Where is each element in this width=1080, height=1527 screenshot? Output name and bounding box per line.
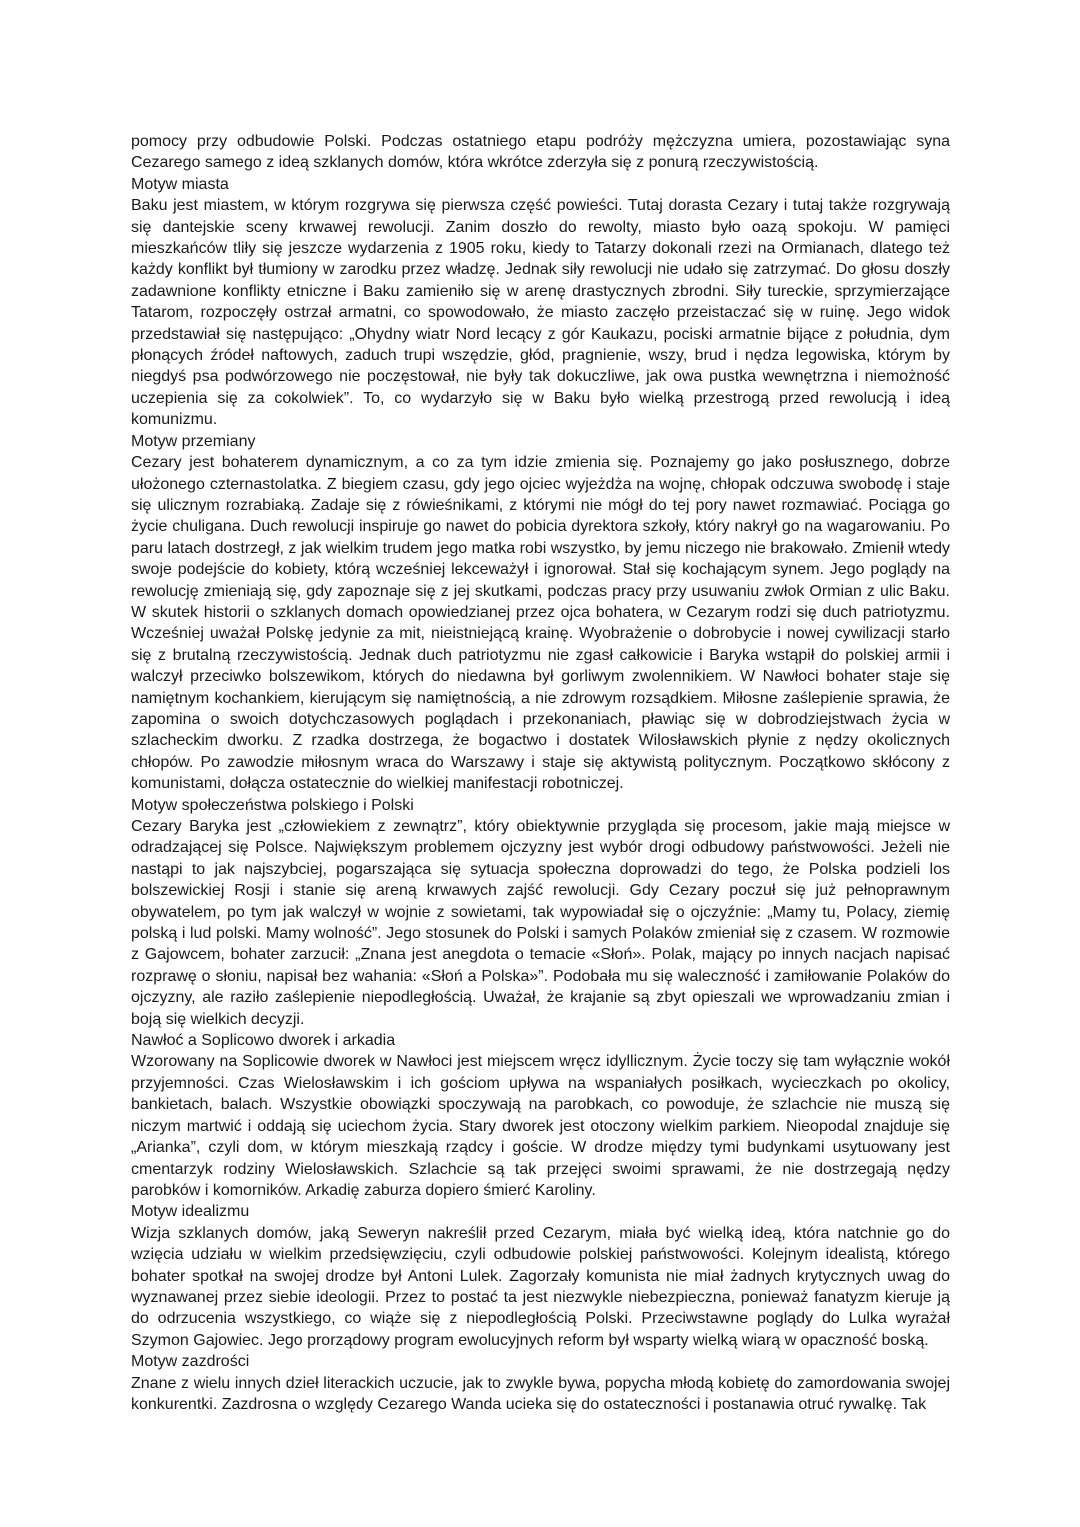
paragraph-motyw-przemiany: Cezary jest bohaterem dynamicznym, a co za tym idzie zmienia się. Poznajemy go jako posłusznego, dobrze ułożonego czternastolatka. Z biegiem czasu, gdy jego ojciec wyjeżdża na wojnę, chłopak odczuwa swobodę i staje się ulicznym rozrabiaką. Zadaje się z rówieśnikami, z którymi nie mógł do tej pory nawet rozmawiać. Pociąga go życie chuligana. Duch rewolucji inspiruje go nawet do pobicia dyrektora szkoły, który nakrył go na wagarowaniu. Po paru latach dostrzegł, z jak wielkim trudem jego matka robi wszystko, by jemu niczego nie brakowało. Zmienił wtedy swoje podejście do kobiety, którą wcześniej lekceważył i ignorował. Stał się kochającym synem. Jego poglądy na rewolucję zmieniają się, gdy zapoznaje się z jej skutkami, podczas pracy przy usuwaniu zwłok Ormian z ulic Baku. W skutek historii o szklanych domach opowiedzianej przez ojca bohatera, w Cezarym rodzi się duch patriotyzmu. Wcześniej uważał Polskę jedynie za mit, nieistniejącą krainę. Wyobrażenie o dobrobycie i nowej cywilizacji starło się z brutalną rzeczywistością. Jednak duch patriotyzmu nie zgasł całkowicie i Baryka wstąpił do polskiej armii i walczył przeciwko bolszewikom, których do niedawna był gorliwym zwolennikiem. W Nawłoci bohater staje się namiętnym kochankiem, kierującym się namiętnością, a nie zdrowym rozsądkiem. Miłosne zaślepienie sprawia, że zapomina o swoich dotychczasowych poglądach i przekonaniach, pławiąc się w dobrodziejstwach życia w szlacheckim dworku. Z rzadka dostrzega, że bogactwo i dostatek Wilosławskich płynie z nędzy okolicznych chłopów. Po zawodzie miłosnym wraca do Warszawy i staje się aktywistą politycznym. Początkowo skłócony z komunistami, dołącza ostatecznie do wielkiej manifestacji robotniczej. — [131, 454, 951, 793]
heading-motyw-spoleczenstwa: Motyw społeczeństwa polskiego i Polski — [131, 796, 414, 814]
heading-nawloc-soplicowo: Nawłoć a Soplicowo dworek i arkadia — [131, 1032, 396, 1050]
paragraph-motyw-zazdrosci: Znane z wielu innych dzieł literackich uczucie, jak to zwykle bywa, popycha młodą kobietę do zamordowania swojej konkurentki. Zazdrosna o względy Cezarego Wanda ucieka się do ostateczności i postanawia otruć rywalkę. Tak — [131, 1374, 950, 1413]
heading-motyw-miasta: Motyw miasta — [131, 175, 229, 193]
paragraph-motyw-miasta: Baku jest miastem, w którym rozgrywa się pierwsza część powieści. Tutaj dorasta Cezary i tutaj także rozgrywają się dantejskie sceny krwawej rewolucji. Zanim doszło do rewolty, miasto było oazą spokoju. W pamięci mieszkańców tliły się jeszcze wydarzenia z 1905 roku, kiedy to Tatarzy dokonali rzezi na Ormianach, dlatego też każdy konflikt był tłumiony w zarodku przez władzę. Jednak siły rewolucji nie udało się zatrzymać. Do głosu doszły zadawnione konflikty etniczne i Baku zamieniło się w arenę drastycznych zbrodni. Siły tureckie, sprzymierzające Tatarom, rozpoczęły ostrzał armatni, co spowodowało, że miasto zaczęło przeistaczać się w ruinę. Jego widok przedstawiał się następująco: „Ohydny wiatr Nord lecący z gór Kaukazu, pociski armatnie bijące z południa, dym płonących źródeł naftowych, zaduch trupi wszędzie, głód, pragnienie, wszy, brud i nędza legowiska, którym by niegdyś psa podwórzowego nie poczęstował, nie były tak dokuczliwe, jak owa pustka wewnętrzna i niemożność uczepienia się za cokolwiek”. To, co wydarzyło się w Baku było wielką przestrogą przed rewolucją i ideą komunizmu. — [131, 197, 950, 429]
heading-motyw-zazdrosci: Motyw zazdrości — [131, 1353, 250, 1371]
heading-motyw-przemiany: Motyw przemiany — [131, 432, 256, 450]
paragraph-motyw-spoleczenstwa: Cezary Baryka jest „człowiekiem z zewnątrz”, który obiektywnie przygląda się procesom, jakie mają miejsce w odradzającej się Polsce. Największym problemem ojczyzny jest wybór drogi odbudowy państwowości. Jeżeli nie nastąpi to jak najszybciej, pogarszająca się sytuacja społeczna doprowadzi do tego, że Polska podzieli los bolszewickiej Rosji i stanie się areną krwawych zajść rewolucji. Gdy Cezary poczuł się już pełnoprawnym obywatelem, po tym jak walczył w wojnie z sowietami, tak wypowiadał się o ojczyźnie: „Mamy tu, Polacy, ziemię polską i lud polski. Mamy wolność”. Jego stosunek do Polski i samych Polaków zmieniał się z czasem. W rozmowie z Gajowcem, bohater zarzucił: „Znana jest anegdota o temacie «Słoń». Polak, mający po innych nacjach napisać rozprawę o słoniu, napisał bez wahania: «Słoń a Polska»”. Podobała mu się waleczność i zamiłowanie Polaków do ojczyzny, ale raziło zaślepienie niepodległością. Uważał, że krajanie są zbyt opieszali we wprowadzaniu zmian i boją się wielkich decyzji. — [131, 818, 950, 1028]
document-page — [131, 131, 950, 1415]
paragraph-intro: pomocy przy odbudowie Polski. Podczas ostatniego etapu podróży mężczyzna umiera, pozostawiając syna Cezarego samego z ideą szklanych domów, która wkrótce zderzyła się z ponurą rzeczywistością. — [131, 133, 950, 172]
paragraph-nawloc-soplicowo: Wzorowany na Soplicowie dworek w Nawłoci jest miejscem wręcz idyllicznym. Życie toczy się tam wyłącznie wokół przyjemności. Czas Wielosławskim i ich gościom upływa na wspaniałych posiłkach, wycieczkach po okolicy, bankietach, balach. Wszystkie obowiązki spoczywają na parobkach, co powoduje, że szlachcie nie muszą się niczym martwić i oddają się uciechom życia. Stary dworek jest otoczony wielkim parkiem. Nieopodal znajduje się „Arianka”, czyli dom, w którym mieszkają rządcy i goście. W drodze między tymi budynkami usytuowany jest cmentarzyk rodziny Wielosławskich. Szlachcie są tak przejęci swoimi sprawami, że nie dostrzegają nędzy parobków i komorników. Arkadię zaburza dopiero śmierć Karoliny. — [131, 1053, 950, 1199]
paragraph-motyw-idealizmu: Wizja szklanych domów, jaką Seweryn nakreślił przed Cezarym, miała być wielką ideą, która natchnie go do wzięcia udziału w wielkim przedsięwzięciu, czyli odbudowie polskiej państwowości. Kolejnym idealistą, którego bohater spotkał na swojej drodze był Antoni Lulek. Zagorzały komunista nie miał żadnych krytycznych uwag do wyznawanej przez siebie ideologii. Przez to postać ta jest niezwykle niebezpieczna, ponieważ fanatyzm kieruje ją do odrzucenia wszystkiego, co wiąże się z niepodległością Polski. Przeciwstawne poglądy do Lulka wyrażał Szymon Gajowiec. Jego prorządowy program ewolucyjnych reform był wsparty wielką wiarą w opaczność boską. — [131, 1224, 950, 1349]
heading-motyw-idealizmu: Motyw idealizmu — [131, 1203, 250, 1221]
